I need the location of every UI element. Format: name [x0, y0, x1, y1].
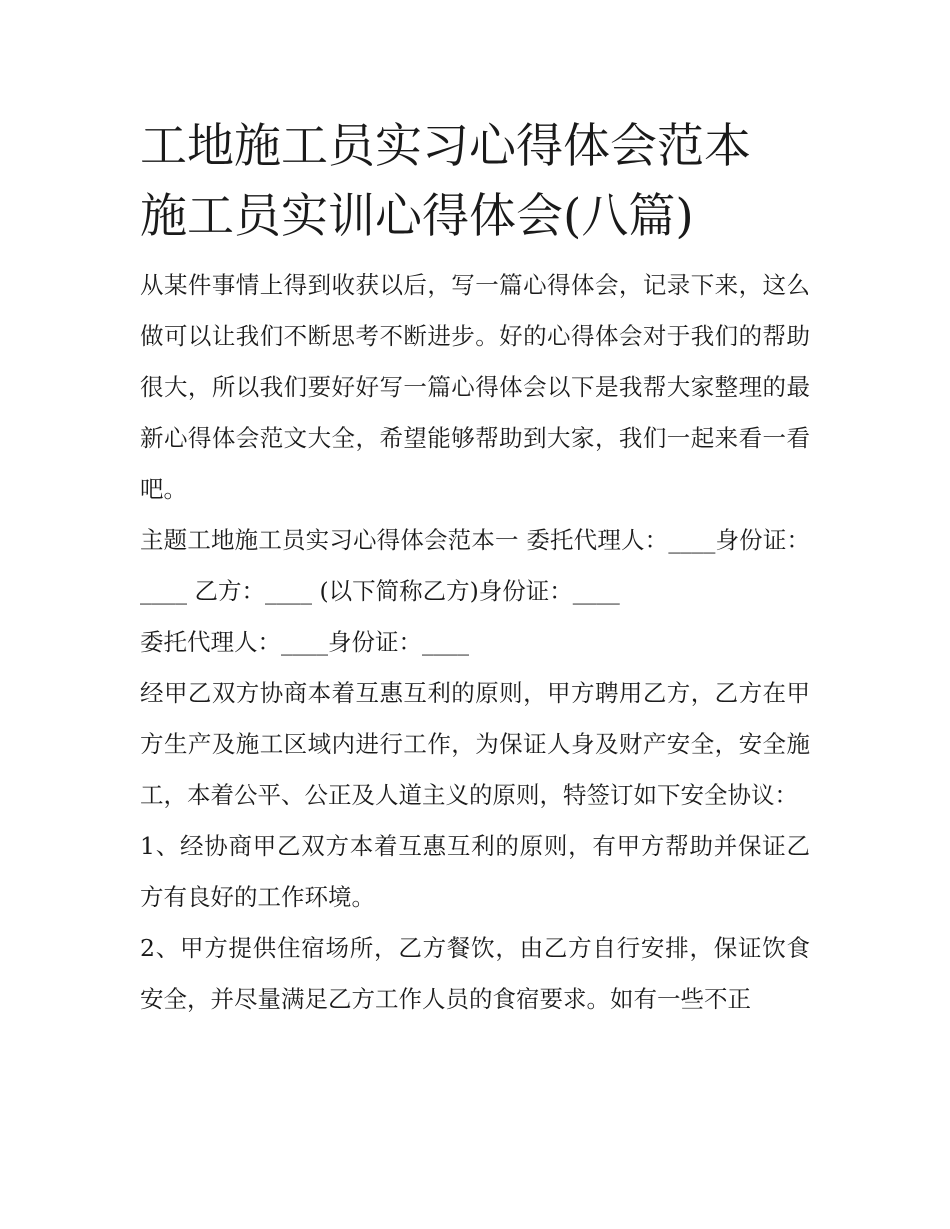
paragraph-clause-1: 1、经协商甲乙双方本着互惠互利的原则，有甲方帮助并保证乙方有良好的工作环境。	[140, 832, 810, 911]
paragraph-intro: 从某件事情上得到收获以后，写一篇心得体会，记录下来，这么做可以让我们不断思考不断进步。好的心得体会对于我们的帮助很大，所以我们要好好写一篇心得体会以下是我帮大家整理的最新心得体会范文大全，希望能够帮助到大家，我们一起来看一看吧。	[140, 271, 810, 503]
paragraph-agent: 委托代理人：____身份证：____	[140, 628, 469, 656]
paragraph-clause-2: 2、甲方提供住宿场所，乙方餐饮，由乙方自行安排，保证饮食安全，并尽量满足乙方工作人员的食宿要求。如有一些不正	[140, 934, 810, 1013]
paragraph-agreement-header: 主题工地施工员实习心得体会范本一 委托代理人：____身份证：____ 乙方：____ (以下简称乙方)身份证：____	[140, 526, 810, 605]
document-body	[140, 260, 810, 1025]
title-line-1: 工地施工员实习心得体会范本	[140, 119, 751, 174]
paragraph-preamble: 经甲乙双方协商本着互惠互利的原则，甲方聘用乙方，乙方在甲方生产及施工区域内进行工作，为保证人身及财产安全，安全施工，本着公平、公正及人道主义的原则，特签订如下安全协议：	[140, 679, 810, 809]
document-title	[140, 112, 810, 252]
title-line-2: 施工员实训心得体会(八篇)	[140, 189, 694, 244]
